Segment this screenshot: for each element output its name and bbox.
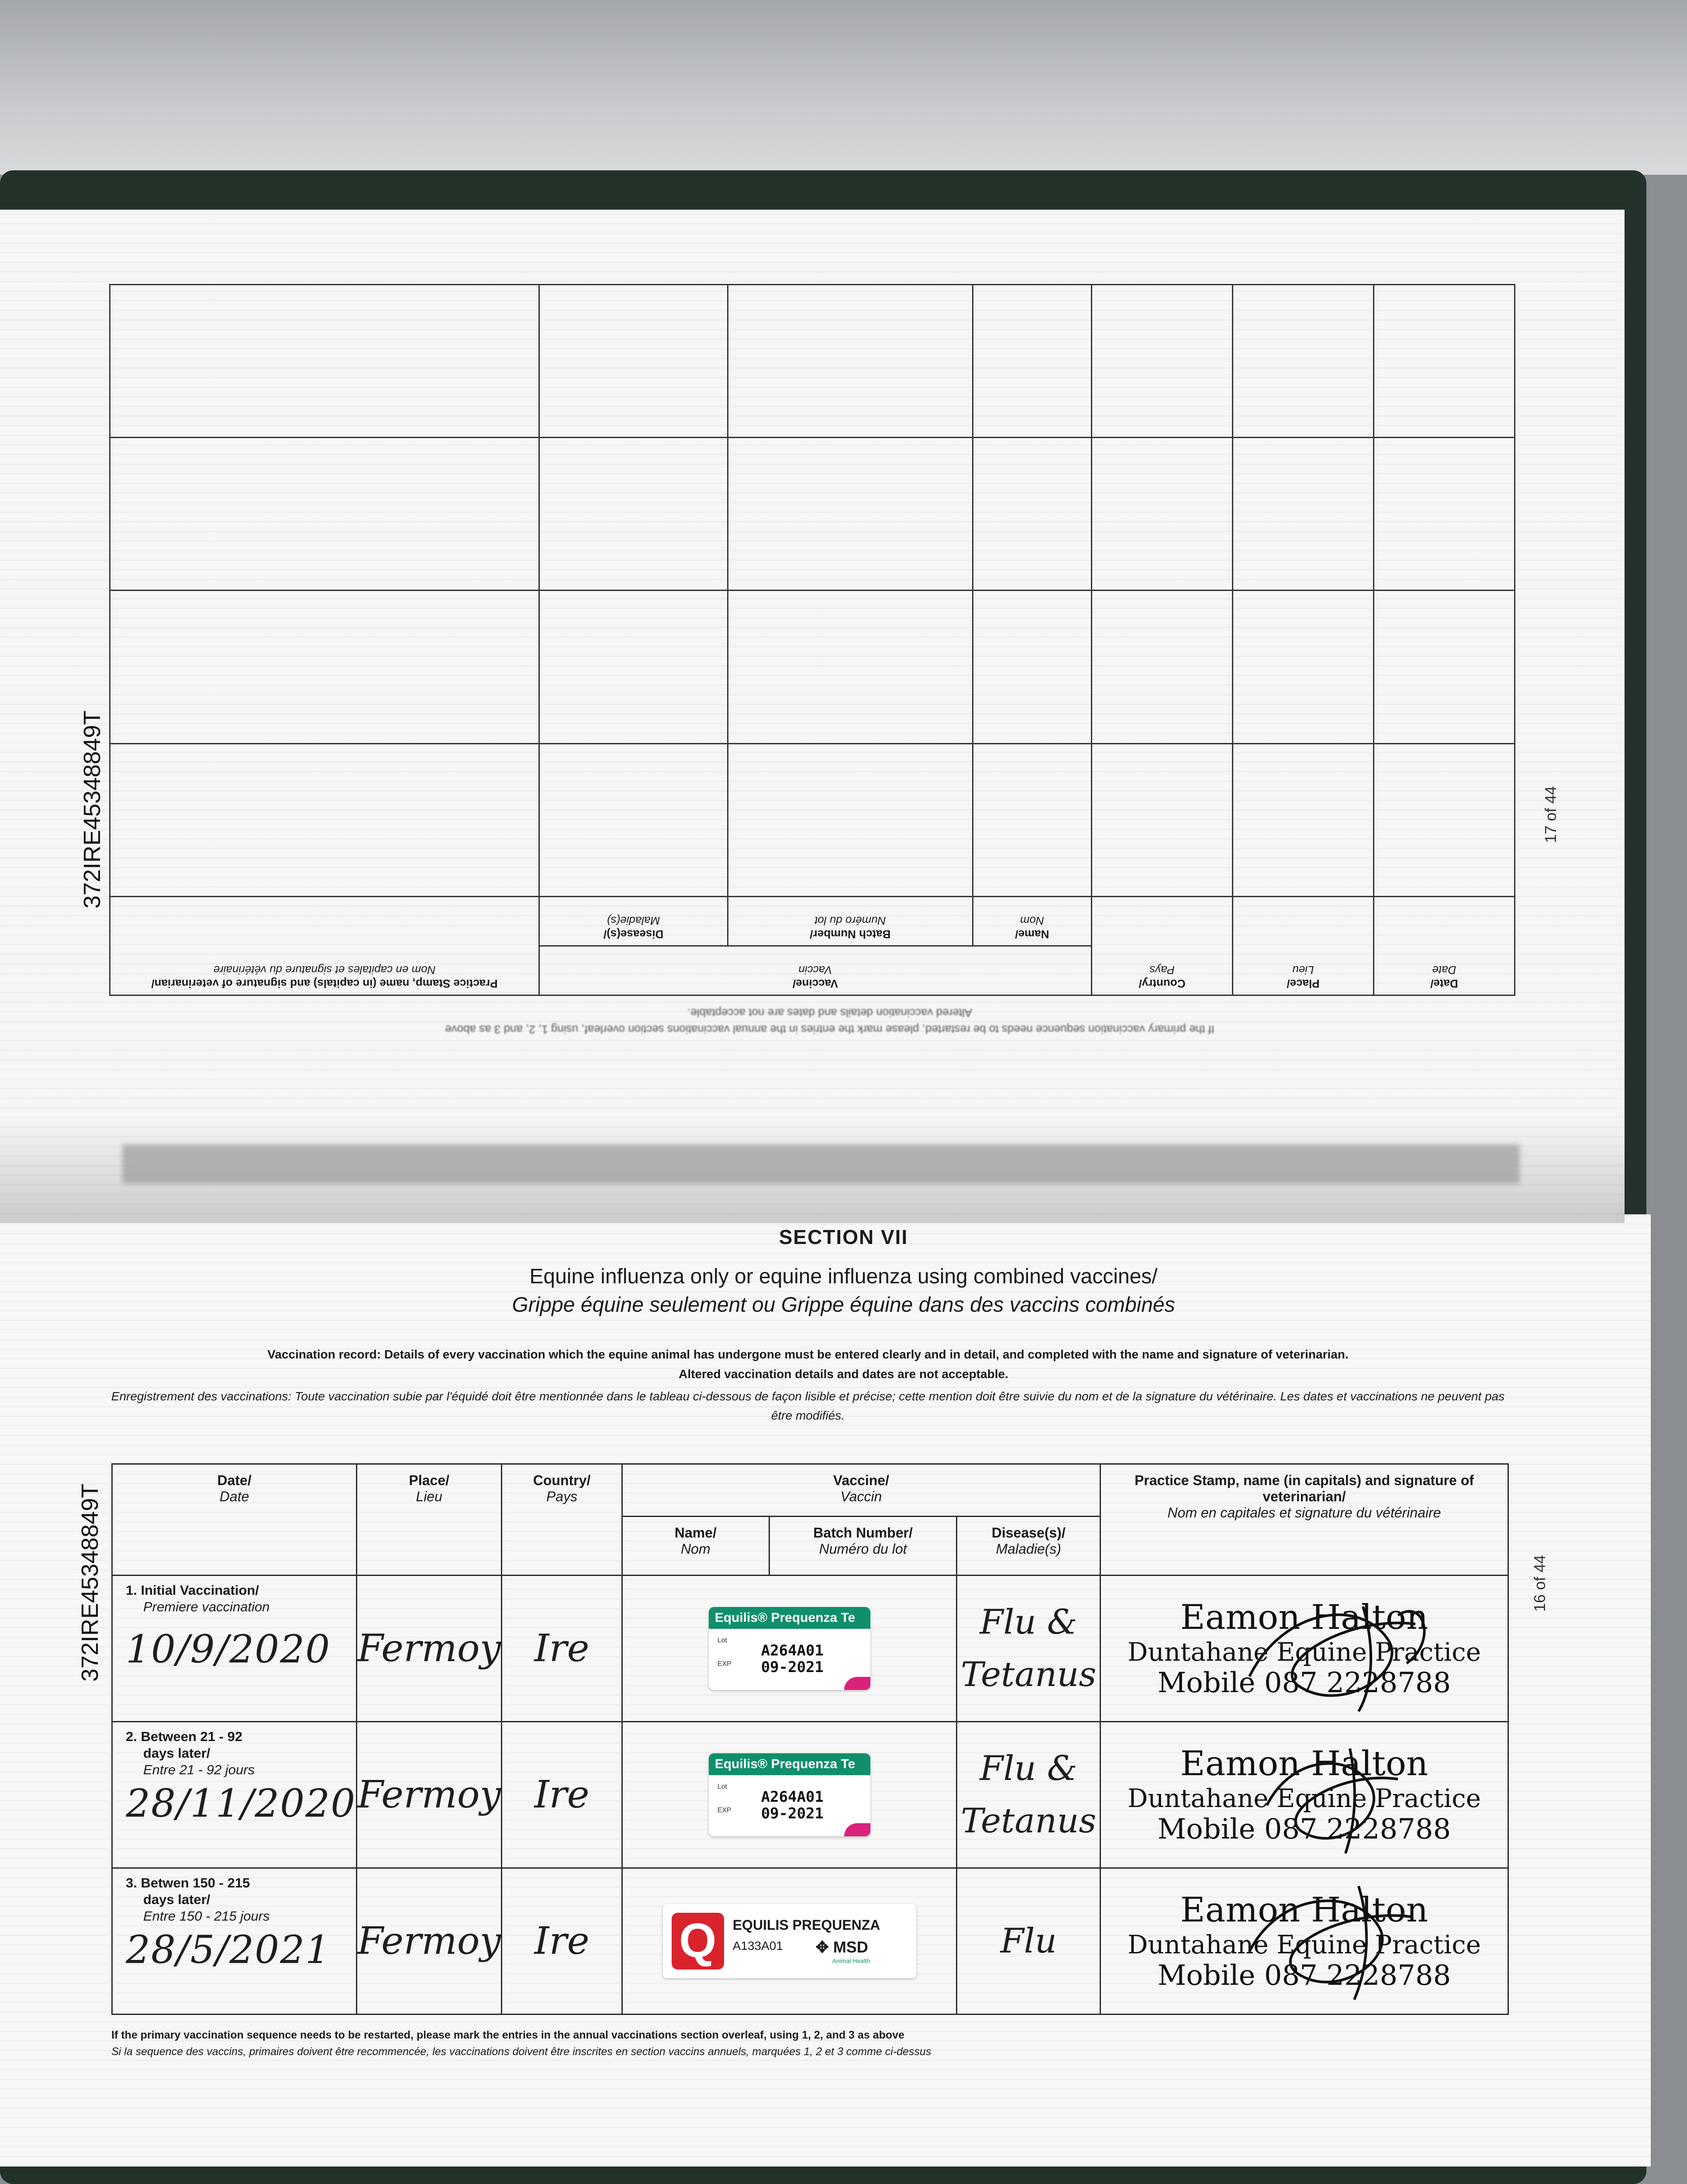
row-3-date-cell [112,1868,357,2015]
upper-header-vaccine: Vaccine/ Vaccin [539,946,1092,995]
msd-logo-icon: ✥ MSD [815,1938,868,1956]
record-instructions-en: Vaccination record: Details of every vaccination which the equine animal has undergone must be entered clearly and in detail, and completed with the name and signature of veterinarian. [267,1348,1349,1361]
row-3-label: 3. Betwen 150 - 215 days later/ Entre 150 - 215 jours [126,1875,270,1924]
record-instructions-en-2: Altered vaccination details and dates are not acceptable. [679,1367,1008,1381]
upper-header-date: Date/ Date [1374,897,1515,995]
row-2-date: 28/11/2020 [126,1781,356,1826]
row-2-date-cell [112,1722,357,1868]
document-id-upper: 372IRE45348849T [79,710,105,909]
footer-note-fr: Si la sequence des vaccins, primaires doivent être recommencée, les vaccinations doivent être inscrites en section vaccins annuels, marquées 1, 2 et 3 comme ci-dessus [111,2046,931,2058]
row-3-vet-stamp: Eamon Halton Duntahane Equine Practice Mobile 087 2228788 [1100,1868,1508,2015]
row-1-diseases: Flu & Tetanus [957,1576,1100,1722]
vaccination-row-2 [112,1722,1508,1868]
vaccine-sticker-q: Q EQUILIS PREQUENZA A133A01 ✥ MSD Animal Health [663,1904,916,1978]
upper-empty-row [110,743,1515,896]
upper-header-name: Name/ Nom [973,897,1091,946]
header-batch-number: Batch Number/ Numéro du lot [769,1517,957,1576]
vaccination-table [111,1463,1509,2015]
q-logo-icon: Q [672,1913,724,1970]
upper-empty-row [110,591,1515,743]
upper-header-stamp: Practice Stamp, name (in capitals) and signature of veterinarian/ Nom en capitales et signature du vétérinaire [110,897,539,995]
header-place: Place/ Lieu [357,1464,502,1576]
upside-down-notes-blurred: If the primary vaccination sequence needs to be restarted, please mark the entries in the annual vaccinations section overleaf, using 1, 2, and 3 as above Altered vaccination details and dates are not acceptable. [445,1006,1214,1036]
section-title-fr: Grippe équine seulement ou Grippe équine dans des vaccins combinés [512,1293,1175,1317]
row-3-vaccine-sticker-cell [622,1868,957,2015]
upper-header-batch: Batch Number/ Numéro du lot [728,897,973,946]
row-1-country: Ire [502,1576,622,1722]
page-number-lower: 16 of 44 [1531,1555,1549,1612]
upper-empty-row [110,438,1515,591]
row-3-date: 28/5/2021 [126,1927,331,1972]
row-3-country: Ire [502,1868,622,2015]
section-title-en: Equine influenza only or equine influenza using combined vaccines/ [529,1265,1158,1288]
upper-header-country: Country/ Pays [1092,897,1233,995]
row-2-vet-stamp: Eamon Halton Duntahane Equine Practice Mobile 087 2228788 [1100,1722,1508,1868]
vaccine-sticker: Equilis® Prequenza Te Lot A264A01 EXP 09-2021 [709,1607,870,1690]
row-2-label: 2. Between 21 - 92 days later/ Entre 21 - 92 jours [126,1729,255,1777]
row-3-place: Fermoy [357,1868,502,2015]
row-1-place: Fermoy [357,1576,502,1722]
row-1-label: 1. Initial Vaccination/ Premiere vaccination [126,1583,270,1614]
header-date: Date/ Date [112,1464,357,1576]
upside-down-vaccination-table [109,284,1515,996]
header-vaccine: Vaccine/ Vaccin [622,1464,1100,1517]
vaccine-sticker: Equilis® Prequenza Te Lot A264A01 EXP 09-2021 [709,1753,870,1836]
document-id-lower: 372IRE45348849T [77,1483,103,1682]
page-number-upper: 17 of 44 [1542,786,1559,843]
row-1-vaccine-sticker-cell [622,1576,957,1722]
header-vaccine-name: Name/ Nom [622,1517,769,1576]
vaccination-row-3 [112,1868,1508,2015]
row-1-date-cell [112,1576,357,1722]
row-2-place: Fermoy [357,1722,502,1868]
upper-header-place: Place/ Lieu [1233,897,1374,995]
header-practice-stamp: Practice Stamp, name (in capitals) and signature of veterinarian/ Nom en capitales et signature du vétérinaire [1100,1464,1508,1576]
scanner-background [0,0,1687,175]
row-3-diseases: Flu [957,1868,1100,2015]
footer-note-en: If the primary vaccination sequence needs to be restarted, please mark the entries in the annual vaccinations section overleaf, using 1, 2, and 3 as above [111,2029,904,2041]
row-1-date: 10/9/2020 [126,1627,331,1672]
header-country: Country/ Pays [502,1464,622,1576]
row-2-diseases: Flu & Tetanus [957,1722,1100,1868]
upper-empty-row [110,285,1515,438]
record-instructions-fr: Enregistrement des vaccinations: Toute vaccination subie par l'équidé doit être mentionnée dans le tableau ci-dessous de façon lisible et précise; cette mention doit être suivie du nom et de la signature du vétérinaire. Les dates et vaccinations ne peuvent pas être modifiés. [111,1389,1505,1422]
row-1-vet-stamp: Eamon Halton Duntahane Equine Practice Mobile 087 2228788 [1100,1576,1508,1722]
header-diseases: Disease(s)/ Maladie(s) [957,1517,1100,1576]
vaccination-row-1 [112,1576,1508,1722]
upside-down-title-band [122,1144,1520,1184]
row-2-vaccine-sticker-cell [622,1722,957,1868]
row-2-country: Ire [502,1722,622,1868]
section-number: SECTION VII [779,1226,908,1248]
upper-header-disease: Disease(s)/ Maladie(s) [539,897,728,946]
